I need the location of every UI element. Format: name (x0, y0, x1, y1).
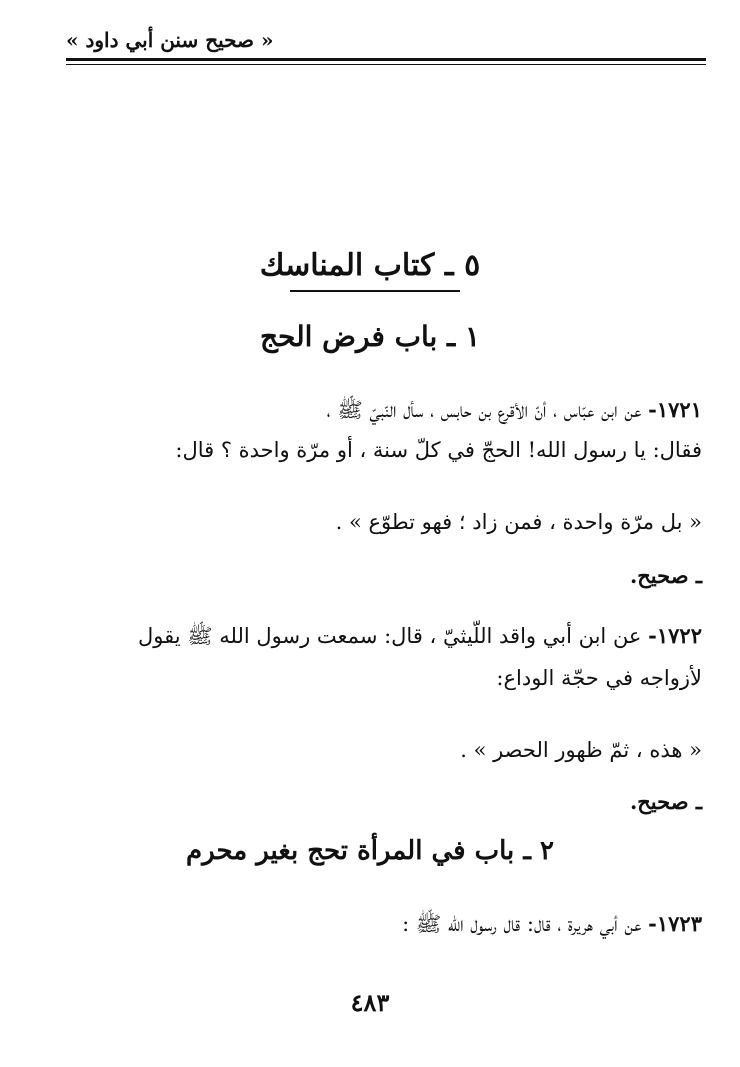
hadith-1721-line-1 (66, 394, 702, 426)
book-title: ٥ ـ كتاب المناسك (259, 248, 481, 283)
hadith-1722-line-1 (66, 620, 702, 652)
hadith-1722-grade: ـ صحيح. (629, 789, 702, 814)
header-rule-thick (66, 58, 706, 61)
hadith-text: عن ابن عبّاس ، أنّ الأقرع بن حابس ، سأل النّبيّ ﷺ ، (326, 398, 642, 422)
hadith-number: ١٧٢٢- (648, 623, 702, 648)
hadith-1721-grade: ـ صحيح. (629, 563, 702, 588)
hadith-number: ١٧٢٣- (648, 911, 702, 936)
page-number: ٤٨٣ (350, 988, 390, 1017)
header-rule-thin (66, 64, 706, 65)
chapter-title-1: ١ ـ باب فرض الحج (259, 320, 481, 353)
hadith-text: عن ابن أبي واقد اللّيثيّ ، قال: سمعت رسول الله ﷺ يقول (138, 624, 642, 648)
hadith-1722-line-2: لأزواجه في حجّة الوداع: (496, 666, 702, 690)
hadith-1722-quote: « هذه ، ثمّ ظهور الحصر » . (460, 738, 702, 762)
book-title-underline (290, 290, 460, 292)
hadith-text: عن أبي هريرة ، قال: قال رسول الله ﷺ : (402, 912, 642, 936)
hadith-1723-line-1 (66, 908, 702, 940)
hadith-number: ١٧٢١- (648, 397, 702, 422)
chapter-title-2: ٢ ـ باب في المرأة تحج بغير محرم (186, 836, 554, 866)
hadith-1721-quote: « بل مرّة واحدة ، فمن زاد ؛ فهو تطوّع » . (335, 510, 702, 534)
hadith-1721-line-2: فقال: يا رسول الله! الحجّ في كلّ سنة ، أو مرّة واحدة ؟ قال: (175, 438, 702, 462)
running-header-title: « صحيح سنن أبي داود » (66, 28, 274, 52)
running-header (66, 28, 706, 68)
